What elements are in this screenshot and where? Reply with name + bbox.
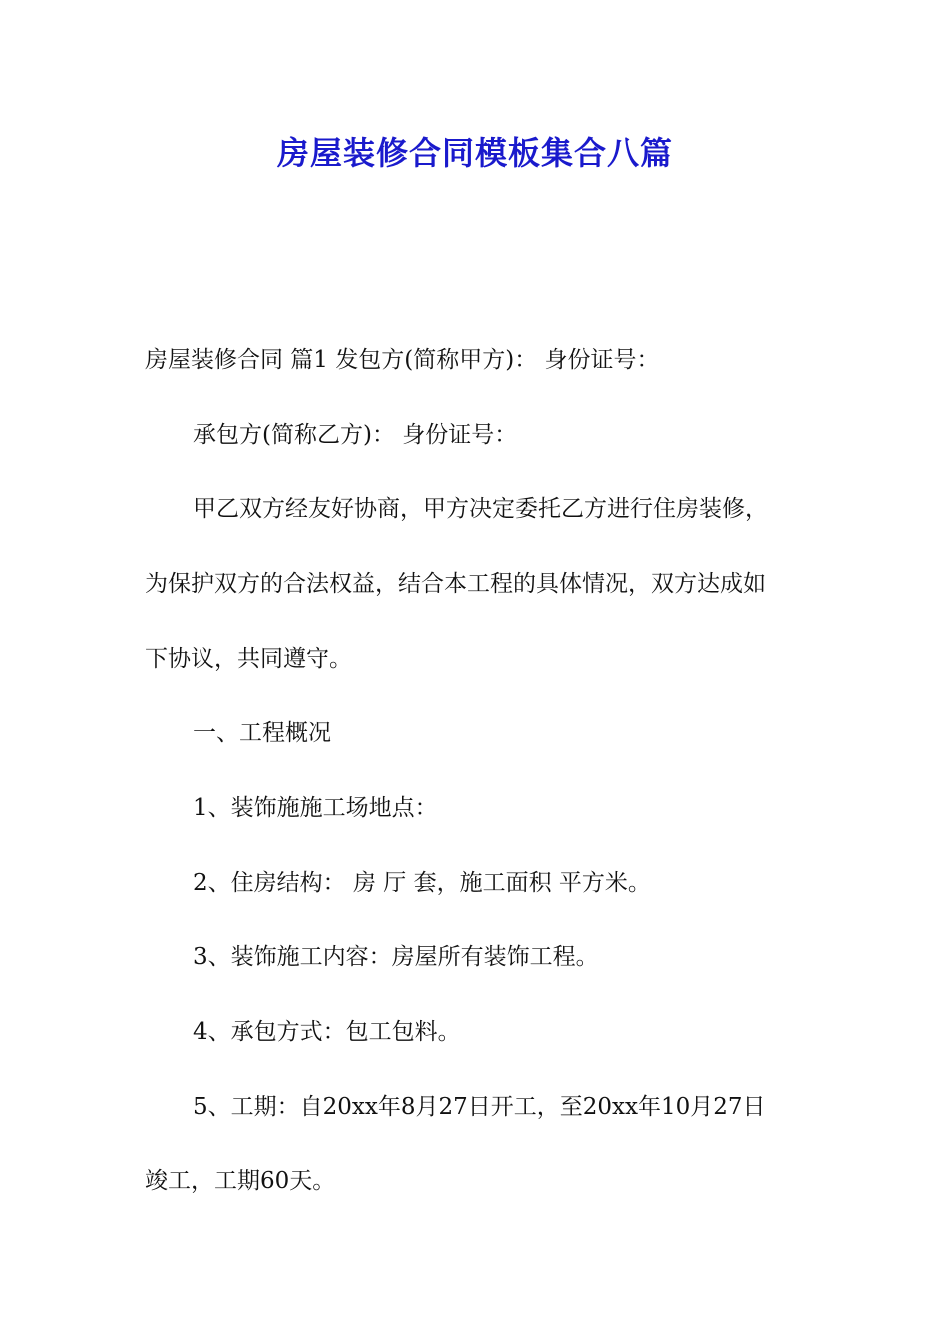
list-item-contract-method: 4、承包方式：包工包料。 xyxy=(193,1019,461,1045)
paragraph-line-intro-3: 下协议，共同遵守。 xyxy=(145,646,352,672)
list-item-house-structure: 2、住房结构： 房 厅 套，施工面积 平方米。 xyxy=(193,870,651,896)
paragraph-line-intro-2: 为保护双方的合法权益，结合本工程的具体情况，双方达成如 xyxy=(145,571,766,597)
list-item-schedule-continued: 竣工，工期60天。 xyxy=(145,1168,336,1194)
list-item-site-location: 1、装饰施施工场地点： xyxy=(193,795,438,821)
document-title: 房屋装修合同模板集合八篇 xyxy=(276,134,673,172)
paragraph-line-contract-header: 房屋装修合同 篇1 发包方(简称甲方)： 身份证号： xyxy=(145,347,660,373)
list-item-construction-content: 3、装饰施工内容：房屋所有装饰工程。 xyxy=(193,944,599,970)
section-heading-project-overview: 一、工程概况 xyxy=(193,720,331,746)
list-item-schedule: 5、工期：自20xx年8月27日开工，至20xx年10月27日 xyxy=(193,1094,766,1120)
paragraph-line-intro-1: 甲乙双方经友好协商，甲方决定委托乙方进行住房装修， xyxy=(193,496,768,522)
paragraph-line-contractor: 承包方(简称乙方)： 身份证号： xyxy=(193,422,518,448)
